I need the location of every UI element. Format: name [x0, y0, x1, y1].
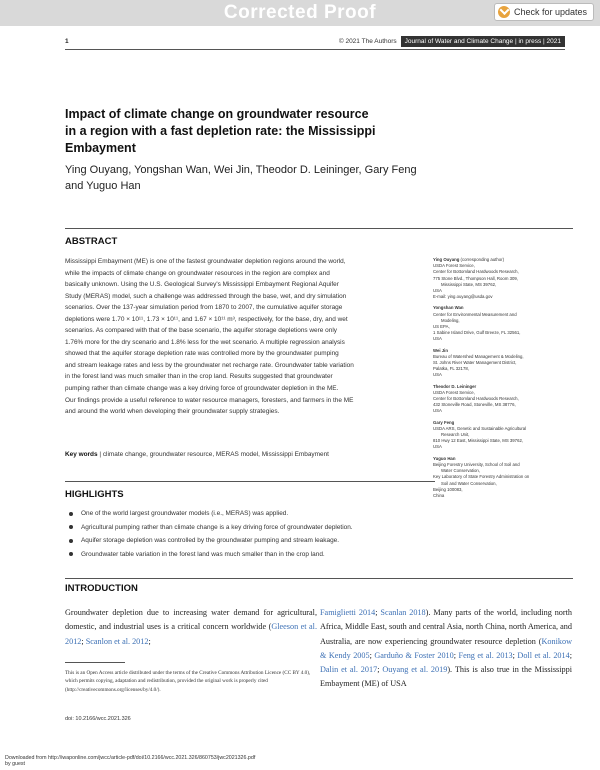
title-line: Impact of climate change on groundwater resource: [65, 107, 369, 121]
citation-link[interactable]: Konikow & Kendy 2005: [320, 636, 572, 660]
intro-text: ;: [148, 636, 151, 646]
abstract-line: basically unknown. Using the U.S. Geological Survey's Mississippi Embayment Regional Aquifer: [65, 281, 339, 289]
affiliation-author-name: Theodor D. Leininger: [433, 383, 477, 389]
affiliation-line: USDA Forest Service,: [433, 389, 475, 395]
abstract-line: scenarios. As compared with that of the base scenario, the aquifer storage depletions were only: [65, 327, 337, 335]
abstract-line: 1.76% more for the dry scenario and 1.8% less for the wet scenario. A multiple regression analysis: [65, 338, 345, 346]
affiliation-line: China: [433, 492, 445, 498]
affiliation-line: USA: [433, 444, 442, 450]
affiliation-author-name: Gary Feng: [433, 419, 455, 425]
abstract-line: Study (MERAS) model, such a challenge was addressed through the base, wet, and dry simulation: [65, 292, 347, 300]
citation-link[interactable]: Dalin et al. 2017: [320, 665, 378, 675]
intro-text: ;: [375, 608, 381, 617]
download-url[interactable]: Downloaded from http://iwaponline.com/jwcc/article-pdf/doi/10.2166/wcc.2021.326/860753/jwc2021326.pdf: [5, 755, 256, 761]
download-stamp: [5, 755, 255, 767]
affiliation-line: Water Conservation,: [441, 468, 481, 474]
abstract-line: pumping rather than climate change was a key driving force of groundwater depletion in the ME.: [65, 385, 339, 393]
journal-name: Journal of Water and Climate Change | in press | 2021: [401, 36, 565, 47]
highlight-text: Aquifer storage depletion was controlled by the groundwater pumping and stream leakage.: [81, 537, 340, 545]
intro-left-column: [65, 606, 317, 649]
license-footnote: This is an Open Access article distributed under the terms of the Creative Commons Attribution Licence (CC BY 4.0), which permits copying, adaptation and redistribution, provided the original work is properly cited (http://creativecommons.org/licenses/by/4.0/).: [65, 670, 311, 693]
affiliation-line: USDA ARS, Genetic and Sustainable Agricultural: [433, 425, 527, 431]
abstract-line: scenarios. Over the 137-year simulation period from 1870 to 2007, the cumulative aquifer storage: [65, 304, 343, 312]
abstract-body: [65, 256, 417, 418]
abstract-heading: ABSTRACT: [65, 236, 118, 247]
affiliation-line: Beijing 100083,: [433, 486, 463, 492]
affiliation-line: Key Laboratory of State Forestry Administration on: [433, 474, 530, 480]
footnote-rule: [65, 662, 125, 663]
affiliation-line: USA: [433, 372, 442, 378]
affiliation-block: [433, 257, 573, 300]
doi[interactable]: doi: 10.2166/wcc.2021.326: [65, 716, 131, 722]
affiliation-block: [433, 305, 573, 342]
corrected-proof-banner: [0, 0, 600, 26]
download-user: by guest: [5, 761, 26, 767]
highlight-item: [65, 521, 435, 535]
highlight-text: One of the world largest groundwater models (i.e., MERAS) was applied.: [81, 510, 289, 518]
citation-link[interactable]: Gleeson et al. 2012: [65, 622, 317, 646]
affiliation-line: Center for Bottomland Hardwoods Research,: [433, 269, 519, 275]
affiliation-author-name: Yuguo Han: [433, 455, 456, 461]
citation-link[interactable]: Scanlan 2018: [380, 608, 426, 617]
author-line: and Yuguo Han: [65, 179, 141, 192]
highlight-text: Agricultural pumping rather than climate change is a key driving force of groundwater depletion.: [81, 523, 353, 531]
affiliation-line: USA: [433, 336, 442, 342]
affiliation-author-name: Wei Jin: [433, 347, 448, 353]
abstract-line: and stream leakage rates and less by the groundwater net recharge rate. Groundwater table variation: [65, 361, 354, 369]
intro-text: ;: [377, 665, 383, 675]
abstract-line: showed that the aquifer storage depletion rate was controlled more by the groundwater pumping: [65, 350, 339, 358]
bullet-icon: [69, 512, 73, 516]
author-list: [65, 163, 445, 194]
citation-link[interactable]: Scanlon et al. 2012: [85, 636, 149, 646]
affiliation-block: [433, 348, 573, 379]
highlights-top-rule: [65, 481, 435, 482]
citation-link[interactable]: Famiglietti 2014: [320, 608, 376, 617]
title-line: Embayment: [65, 141, 136, 155]
intro-text: ;: [512, 650, 518, 660]
introduction-top-rule: [65, 578, 573, 579]
affiliation-line: Center for Environmental Measurement and: [433, 311, 517, 317]
affiliation-line: Beijing Forestry University, School of Soil and: [433, 461, 520, 467]
running-head: [65, 36, 565, 48]
abstract-top-rule: [65, 228, 573, 229]
keywords-separator: |: [99, 451, 103, 458]
banner-title: Corrected Proof: [223, 2, 377, 23]
affiliation-author-name: Ying Ouyang: [433, 257, 460, 262]
highlight-item: [65, 507, 435, 521]
affiliation-author-name: Yongshan Wan: [433, 305, 464, 311]
page-number: 1: [65, 38, 69, 45]
keywords-value: climate change, groundwater resource, MERAS model, Mississippi Embayment: [102, 451, 329, 458]
affiliation-line: Palatka, FL 32178,: [433, 366, 469, 372]
affiliation-line: USDA Forest Service,: [433, 263, 475, 269]
affiliation-line: Mississippi State, MS 39762,: [441, 281, 497, 287]
citation-link[interactable]: Feng et al. 2013: [458, 650, 513, 660]
keywords-label: Key words: [65, 451, 98, 458]
affiliation-line: Modeling,: [441, 317, 460, 323]
abstract-line: Mississippi Embayment (ME) is one of the fastest groundwater depletion regions around the world,: [65, 258, 346, 265]
bullet-icon: [69, 539, 73, 543]
affiliation-line: Center for Bottomland Hardwoods Research,: [433, 396, 519, 402]
affiliation-line: St. Johns River Water Management District,: [433, 360, 517, 366]
introduction-heading: INTRODUCTION: [65, 583, 138, 594]
abstract-line: and around the world when developing their groundwater supply strategies.: [65, 408, 280, 416]
affiliation-line: E-mail: ying.ouyang@usda.gov: [433, 294, 493, 300]
affiliation-block: [433, 420, 573, 451]
abstract-line: depletions were 1.70 × 10¹¹, 1.73 × 10¹¹, and 1.67 × 10¹¹ m³, respectively, for the base, dry, and wet: [65, 315, 348, 323]
intro-text: ;: [569, 650, 572, 660]
affiliation-line: Research Unit,: [441, 432, 470, 438]
affiliation-block: [433, 456, 573, 499]
check-badge-icon: [498, 6, 510, 18]
article-title: [65, 106, 465, 157]
intro-right-column: [320, 606, 572, 692]
affiliation-line: Soil and Water Conservation,: [441, 480, 497, 486]
abstract-line: in the forest land was much smaller than in the crop land. Results suggested that groundwater: [65, 373, 333, 381]
intro-text: ;: [453, 650, 459, 660]
title-line: in a region with a fast depletion rate: the Mississippi: [65, 124, 376, 138]
author-line: Ying Ouyang, Yongshan Wan, Wei Jin, Theodor D. Leininger, Gary Feng: [65, 164, 417, 176]
highlights-list: [65, 507, 435, 561]
affiliation-line: 432 Stoneville Road, Stoneville, MS 38776,: [433, 402, 516, 408]
intro-text: ). This is also true in the Mississippi Embayment (ME) of USA: [320, 665, 572, 689]
intro-text: Groundwater depletion due to increasing water demand for agricultural, domestic, and industrial uses is a critical concern worldwide (: [65, 608, 317, 632]
check-for-updates-button[interactable]: [494, 3, 594, 21]
highlight-item: [65, 534, 435, 548]
affiliation-line: 810 Hwy 12 East, Mississippi State, MS 39762,: [433, 438, 524, 444]
citation-link[interactable]: Doll et al. 2014: [517, 650, 570, 660]
bullet-icon: [69, 525, 73, 529]
highlight-item: [65, 548, 435, 562]
intro-text: ;: [369, 650, 375, 660]
affiliation-line: USA: [433, 288, 442, 294]
intro-text: ). Many parts of the world, including north Africa, Middle East, south and central Asia, north China, north America, and Australia, are now experiencing groundwater resource depletion (: [320, 608, 572, 646]
affiliation-line: Bureau of Watershed Management & Modeling,: [433, 353, 524, 359]
author-affiliations: [433, 257, 573, 504]
keywords: [65, 451, 417, 458]
affiliation-line: 1 Sabine Island Drive, Gulf Breeze, FL 32561,: [433, 330, 521, 336]
affiliation-block: [433, 384, 573, 415]
highlights-heading: HIGHLIGHTS: [65, 489, 124, 500]
abstract-line: while the impacts of climate change on groundwater resources in the region are complex and: [65, 269, 330, 277]
header-rule: [65, 49, 565, 50]
abstract-line: Our findings provide a useful reference to water resource managers, foresters, and farmers in the ME: [65, 396, 354, 404]
bullet-icon: [69, 552, 73, 556]
citation-link[interactable]: Ouyang et al. 2019: [382, 665, 448, 675]
affiliation-author-note: (corresponding author): [459, 257, 505, 262]
intro-text: ;: [81, 636, 86, 646]
affiliation-line: US EPA,: [433, 324, 450, 330]
citation-link[interactable]: Garduño & Foster 2010: [374, 650, 454, 660]
affiliation-line: 775 Stone Blvd., Thompson Hall, Room 309,: [433, 275, 518, 281]
highlight-text: Groundwater table variation in the forest land was much smaller than in the crop land.: [81, 550, 325, 558]
affiliation-line: USA: [433, 408, 442, 414]
copyright: © 2021 The Authors: [338, 38, 397, 45]
check-updates-label: Check for updates: [513, 7, 587, 17]
